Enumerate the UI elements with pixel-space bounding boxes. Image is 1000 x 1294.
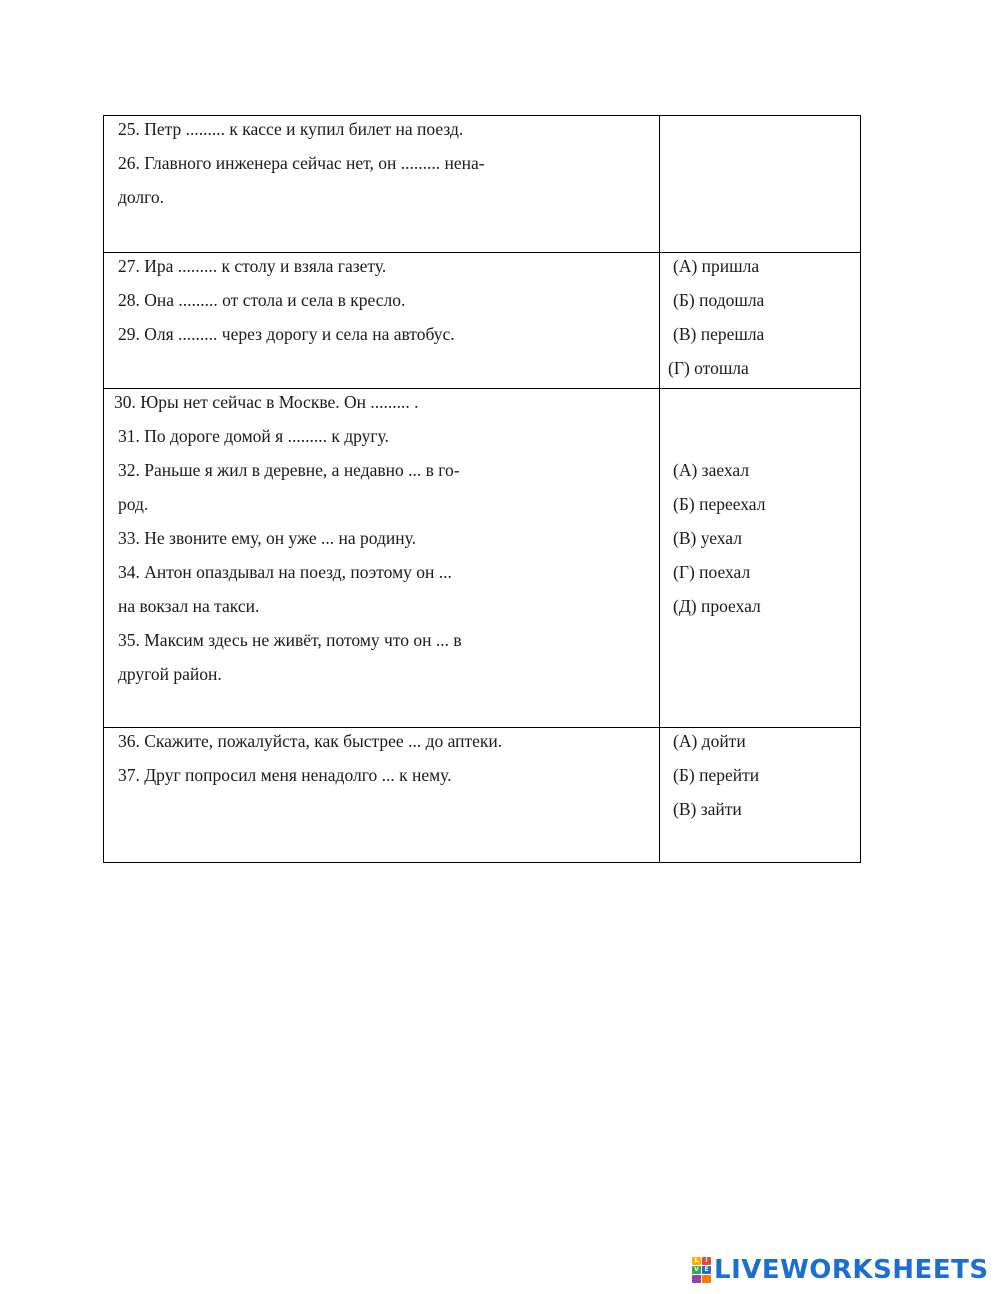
table-row bbox=[104, 389, 860, 728]
logo-mark-tile: L bbox=[692, 1257, 701, 1265]
logo-mark-tile: I bbox=[702, 1257, 711, 1265]
sentence-line: 26. Главного инженера сейчас нет, он ......... нена- bbox=[118, 153, 485, 173]
sentence-line: 37. Друг попросил меня ненадолго ... к нему. bbox=[118, 765, 452, 785]
sentences-cell bbox=[104, 253, 660, 388]
sentences-cell bbox=[104, 728, 660, 862]
sentence-line: долго. bbox=[118, 187, 165, 207]
answer-option: (В) зайти bbox=[673, 799, 742, 819]
options-cell bbox=[660, 116, 860, 252]
answer-option: (Б) переехал bbox=[673, 494, 766, 514]
answer-option: (А) пришла bbox=[673, 256, 760, 276]
exercise-table bbox=[103, 115, 861, 863]
sentences-cell bbox=[104, 389, 660, 727]
logo-mark-tile: E bbox=[702, 1266, 711, 1274]
sentence-line: 33. Не звоните ему, он уже ... на родину. bbox=[118, 528, 416, 548]
liveworksheets-logo[interactable] bbox=[692, 1255, 989, 1285]
sentence-line: 36. Скажите, пожалуйста, как быстрее ... до аптеки. bbox=[118, 731, 503, 751]
sentence-line: другой район. bbox=[118, 664, 222, 684]
sentence-line: 27. Ира ......... к столу и взяла газету. bbox=[118, 256, 387, 276]
sentence-line: 32. Раньше я жил в деревне, а недавно ... в го- bbox=[118, 460, 460, 480]
table-row bbox=[104, 728, 860, 862]
logo-wordmark: LIVEWORKSHEETS bbox=[714, 1255, 989, 1285]
options-cell bbox=[660, 389, 860, 727]
table-row bbox=[104, 253, 860, 389]
answer-option: (А) заехал bbox=[673, 460, 750, 480]
liveworksheets-logo-icon bbox=[692, 1257, 712, 1283]
sentence-line: 25. Петр ......... к кассе и купил билет на поезд. bbox=[118, 119, 464, 139]
sentence-line: 30. Юры нет сейчас в Москве. Он ......... . bbox=[114, 392, 419, 412]
answer-option: (Г) поехал bbox=[673, 562, 751, 582]
answer-option: (Д) проехал bbox=[673, 596, 761, 616]
answer-option: (Б) перейти bbox=[673, 765, 760, 785]
logo-mark-tile: V bbox=[692, 1266, 701, 1274]
sentence-line: 28. Она ......... от стола и села в кресло. bbox=[118, 290, 406, 310]
sentence-line: 34. Антон опаздывал на поезд, поэтому он ... bbox=[118, 562, 452, 582]
sentence-line: род. bbox=[118, 494, 149, 514]
options-cell bbox=[660, 728, 860, 862]
answer-option: (В) уехал bbox=[673, 528, 742, 548]
sentence-line: на вокзал на такси. bbox=[118, 596, 260, 616]
answer-option: (В) перешла bbox=[673, 324, 765, 344]
answer-option: (Б) подошла bbox=[673, 290, 765, 310]
sentences-cell bbox=[104, 116, 660, 252]
answer-option: (А) дойти bbox=[673, 731, 746, 751]
sentence-line: 31. По дороге домой я ......... к другу. bbox=[118, 426, 389, 446]
answer-option: (Г) отошла bbox=[668, 358, 749, 378]
options-cell bbox=[660, 253, 860, 388]
sentence-line: 29. Оля ......... через дорогу и села на автобус. bbox=[118, 324, 455, 344]
sentence-line: 35. Максим здесь не живёт, потому что он ... в bbox=[118, 630, 462, 650]
table-row bbox=[104, 116, 860, 253]
logo-mark-tile bbox=[692, 1275, 701, 1283]
logo-mark-tile bbox=[702, 1275, 711, 1283]
